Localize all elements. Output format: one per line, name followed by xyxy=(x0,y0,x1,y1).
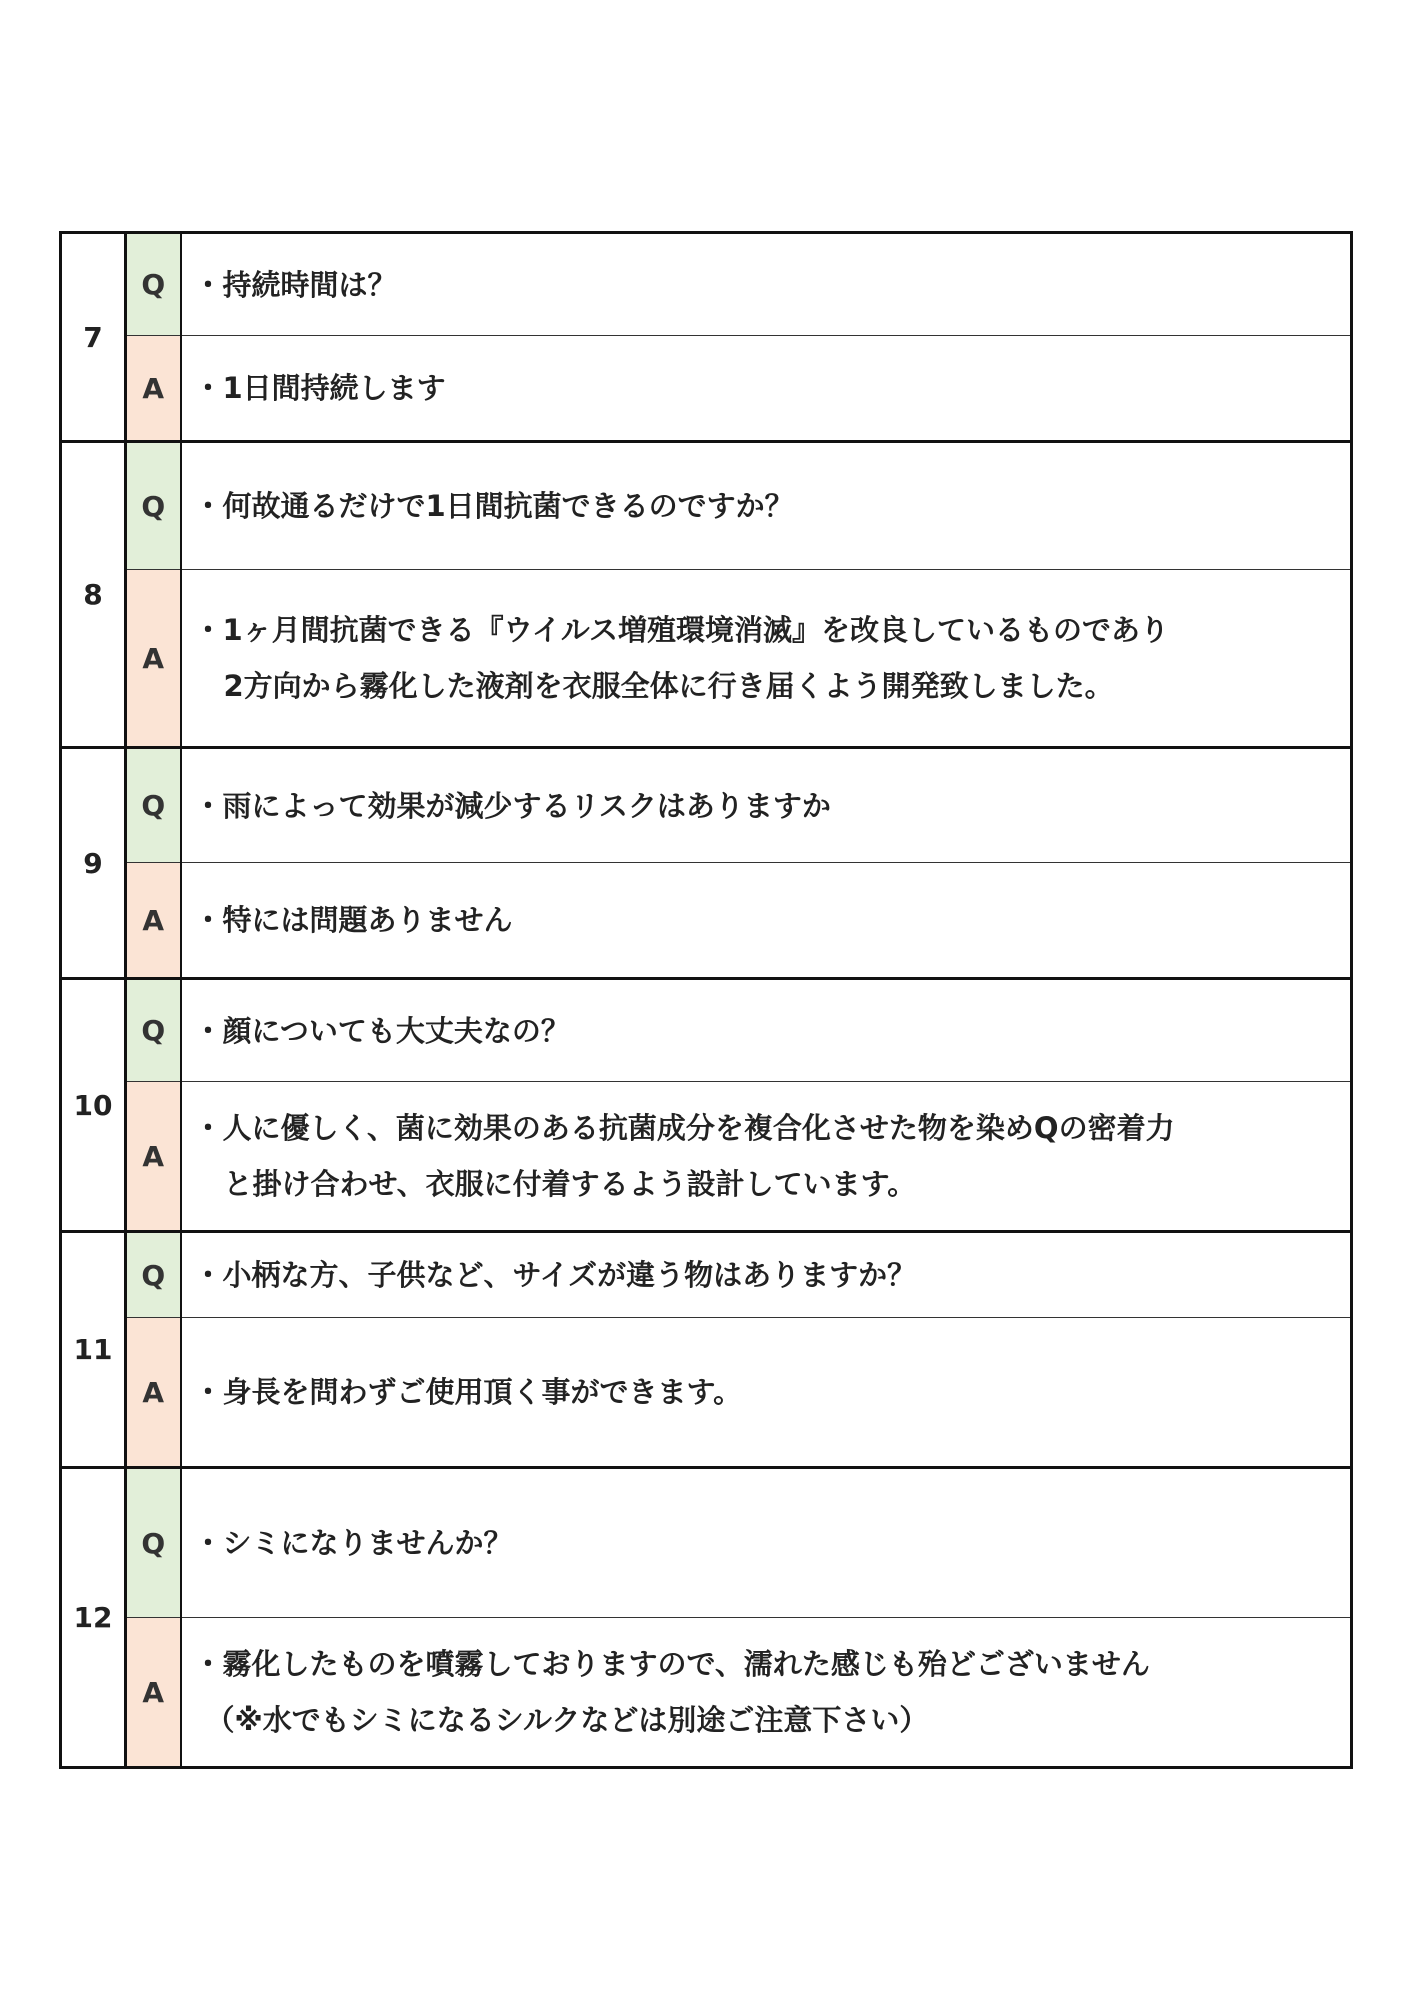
answer-line: （※水でもシミになるシルクなどは別途ご注意下さい） xyxy=(205,1703,929,1737)
q-label: Q xyxy=(126,748,181,863)
a-label: A xyxy=(126,570,181,748)
answer-line: ・1ヶ月間抗菌できる『ウイルス増殖環境消滅』を改良しているものであり xyxy=(193,613,1169,647)
faq-11-answer-row xyxy=(61,1318,1352,1468)
question-line: ・小柄な方、子供など、サイズが違う物はありますか？ xyxy=(193,1258,917,1292)
answer-text xyxy=(181,1618,1352,1768)
a-label: A xyxy=(126,1618,181,1768)
faq-number: 7 xyxy=(61,233,126,442)
question-text xyxy=(181,442,1352,570)
faq-9-answer-row xyxy=(61,863,1352,979)
faq-7-answer-row xyxy=(61,336,1352,442)
q-label: Q xyxy=(126,442,181,570)
answer-text xyxy=(181,1318,1352,1468)
faq-table xyxy=(59,231,1353,1769)
answer-line: ・特には問題ありません xyxy=(193,903,513,937)
faq-number: 12 xyxy=(61,1468,126,1768)
a-label: A xyxy=(126,1082,181,1232)
question-text xyxy=(181,748,1352,863)
answer-text xyxy=(181,1082,1352,1232)
faq-number: 8 xyxy=(61,442,126,748)
q-label: Q xyxy=(126,1468,181,1618)
a-label: A xyxy=(126,336,181,442)
question-line: ・持続時間は？ xyxy=(193,267,397,302)
answer-line: ・霧化したものを噴霧しておりますので、濡れた感じも殆どございません xyxy=(193,1647,1150,1681)
answer-line: ・身長を問わずご使用頂く事ができます。 xyxy=(193,1375,743,1409)
question-line: ・シミになりませんか？ xyxy=(193,1526,513,1560)
a-label: A xyxy=(126,1318,181,1468)
question-text xyxy=(181,1468,1352,1618)
question-line: ・何故通るだけで1日間抗菌できるのですか？ xyxy=(193,489,794,523)
answer-line: ・1日間持続します xyxy=(193,371,446,405)
faq-number: 11 xyxy=(61,1232,126,1468)
answer-line: と掛け合わせ、衣服に付着するよう設計しています。 xyxy=(223,1167,917,1201)
q-label: Q xyxy=(126,233,181,336)
question-text xyxy=(181,233,1352,336)
answer-text xyxy=(181,336,1352,442)
faq-9-question-row xyxy=(61,748,1352,863)
faq-12-answer-row xyxy=(61,1618,1352,1768)
q-label: Q xyxy=(126,1232,181,1318)
faq-number: 9 xyxy=(61,748,126,979)
faq-10-question-row xyxy=(61,979,1352,1082)
question-text xyxy=(181,979,1352,1082)
faq-12-question-row xyxy=(61,1468,1352,1618)
question-text xyxy=(181,1232,1352,1318)
answer-line: ・人に優しく、菌に効果のある抗菌成分を複合化させた物を染めQの密着力 xyxy=(193,1111,1175,1145)
answer-line: 2方向から霧化した液剤を衣服全体に行き届くよう開発致しました。 xyxy=(223,669,1114,703)
question-line: ・顔についても大丈夫なの？ xyxy=(193,1013,570,1048)
faq-number: 10 xyxy=(61,979,126,1232)
q-label: Q xyxy=(126,979,181,1082)
faq-10-answer-row xyxy=(61,1082,1352,1232)
a-label: A xyxy=(126,863,181,979)
faq-7-question-row xyxy=(61,233,1352,336)
answer-text xyxy=(181,570,1352,748)
faq-8-answer-row xyxy=(61,570,1352,748)
question-line: ・雨によって効果が減少するリスクはありますか xyxy=(193,788,831,823)
faq-11-question-row xyxy=(61,1232,1352,1318)
answer-text xyxy=(181,863,1352,979)
faq-8-question-row xyxy=(61,442,1352,570)
